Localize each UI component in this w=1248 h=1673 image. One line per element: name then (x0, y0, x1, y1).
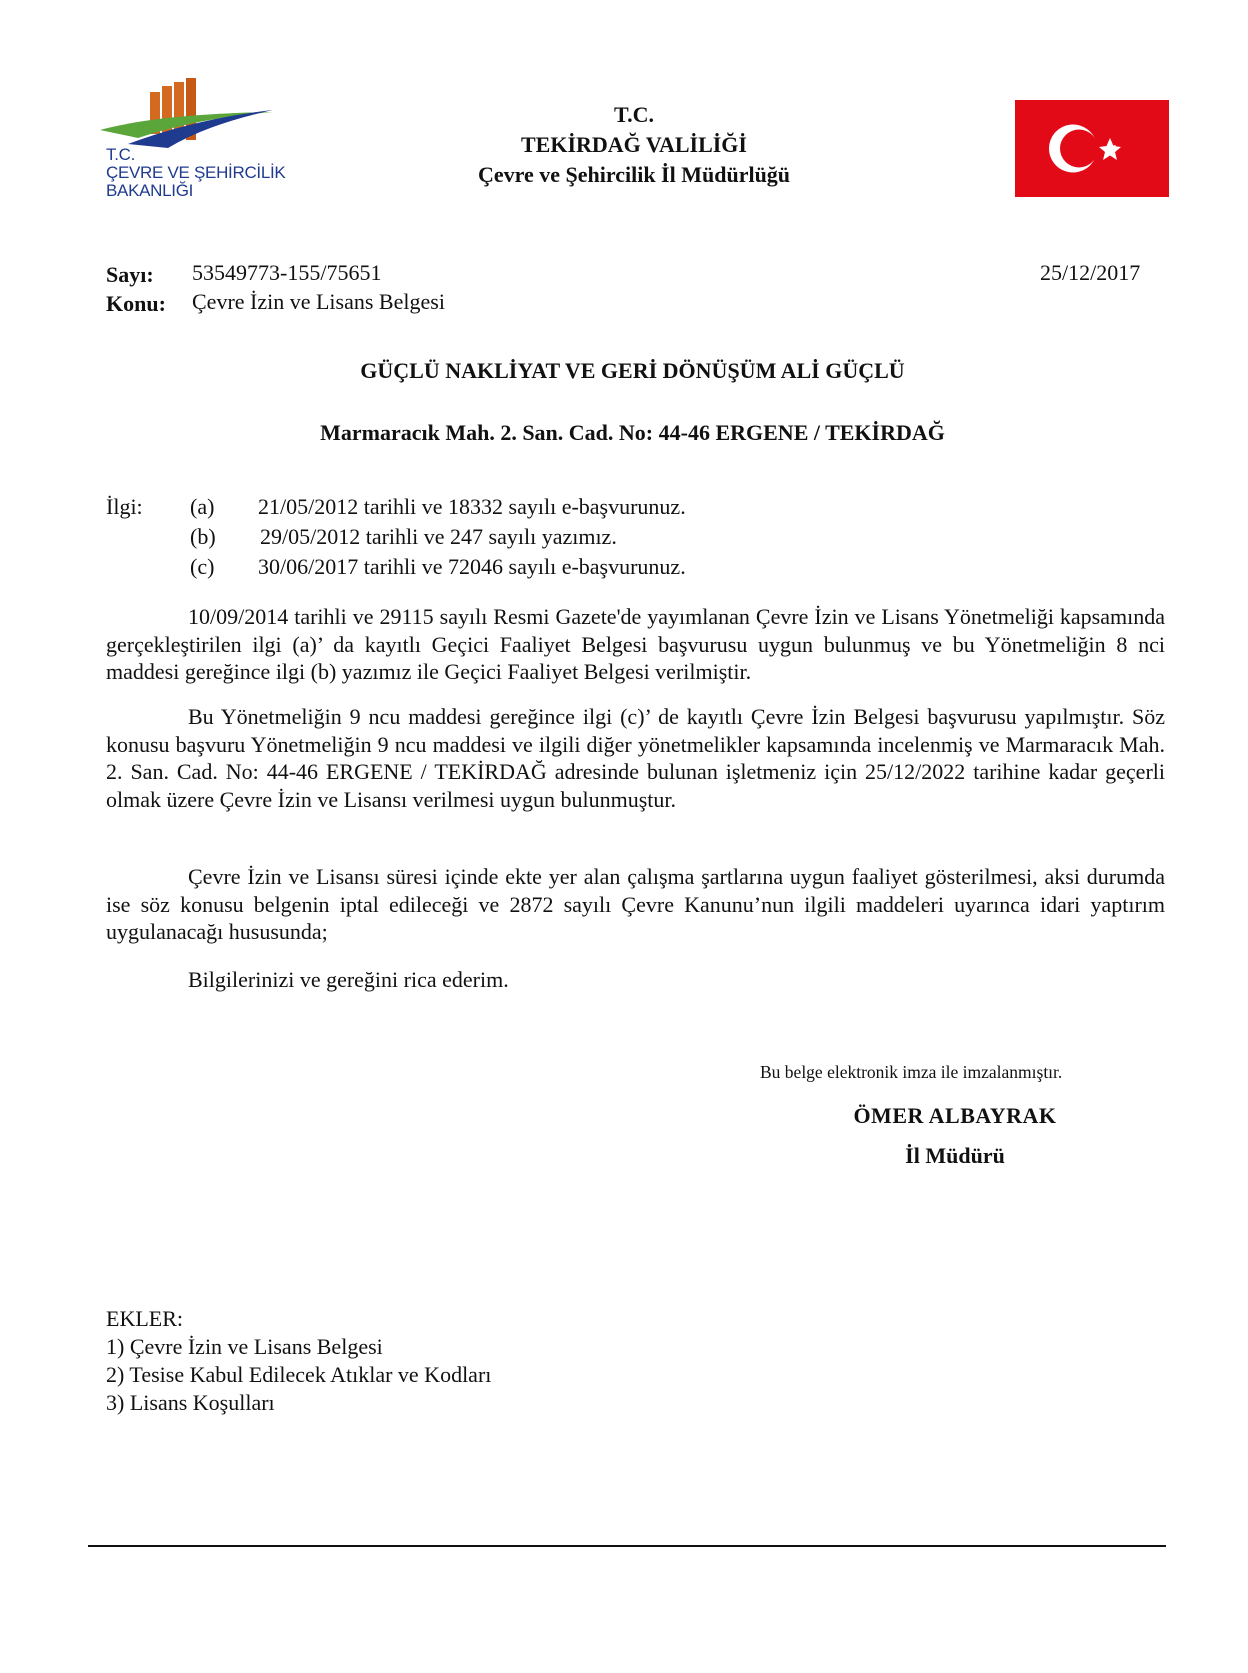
letterhead-line-3: Çevre ve Şehircilik İl Müdürlüğü (477, 162, 791, 187)
sayi-value: 53549773-155/75651 (192, 260, 382, 285)
letterhead (360, 100, 908, 190)
e-signature-note: Bu belge elektronik imza ile imzalanmıştır. (760, 1062, 1063, 1082)
ministry-logo (98, 78, 288, 213)
body-paragraph: Çevre İzin ve Lisansı süresi içinde ekte yer alan çalışma şartlarına uygun faaliyet gösterilmesi, aksi durumda ise söz konusu belgenin iptal edileceği ve 2872 sayılı Çevre Kanunu’nun ilgili maddeleri uyarınca idari yaptırım uygulanacağı hususunda; (106, 864, 1165, 944)
letterhead-line-2: TEKİRDAĞ VALİLİĞİ (521, 132, 747, 157)
turkish-flag-icon (1015, 100, 1169, 197)
ilgi-item-key: (c) (190, 554, 215, 579)
signatory-name: ÖMER ALBAYRAK (853, 1103, 1057, 1128)
body-paragraph: 10/09/2014 tarihli ve 29115 sayılı Resmi Gazete'de yayımlanan Çevre İzin ve Lisans Yönetmeliği kapsamında gerçekleştirilen ilgi (a)’ da kayıtlı Geçici Faaliyet Belgesi başvurusu uygun bulunmuş ve bu Yönetmeliğin 8 nci maddesi gereğince ilgi (b) yazımız ile Geçici Faaliyet Belgesi verilmiştir. (106, 604, 1165, 684)
ekler-item: 1) Çevre İzin ve Lisans Belgesi (106, 1334, 383, 1359)
closing-sentence: Bilgilerinizi ve gereğini rica ederim. (188, 967, 509, 992)
letterhead-line-1: T.C. (614, 102, 654, 127)
ilgi-item-text: 30/06/2017 tarihli ve 72046 sayılı e-başvurunuz. (258, 554, 686, 579)
recipient-address: Marmaracık Mah. 2. San. Cad. No: 44-46 ERGENE / TEKİRDAĞ (320, 420, 945, 445)
konu-label: Konu: (106, 291, 166, 316)
logo-line-2: ÇEVRE VE ŞEHİRCİLİK (106, 163, 286, 182)
konu-value: Çevre İzin ve Lisans Belgesi (192, 289, 445, 314)
ilgi-item-key: (a) (190, 494, 215, 519)
body-paragraph: Bu Yönetmeliğin 9 ncu maddesi gereğince ilgi (c)’ de kayıtlı Çevre İzin Belgesi başvurusu yapılmıştır. Söz konusu başvuru Yönetmeliğin 9 ncu maddesi ve ilgili diğer yönetmelikler kapsamında incelenmiş ve Marmaracık Mah. 2. San. Cad. No: 44-46 ERGENE / TEKİRDAĞ adresinde bulunan işletmeniz için 25/12/2022 tarihine kadar geçerli olmak üzere Çevre İzin ve Lisansı verilmesi uygun bulunmuştur. (106, 704, 1165, 812)
ekler-item: 3) Lisans Koşulları (106, 1390, 275, 1415)
ilgi-item-text: 29/05/2012 tarihli ve 247 sayılı yazımız. (260, 524, 617, 549)
ekler-item: 2) Tesise Kabul Edilecek Atıklar ve Kodları (106, 1362, 492, 1387)
sayi-label: Sayı: (106, 262, 154, 287)
document-date: 25/12/2017 (1040, 260, 1141, 285)
ekler-label: EKLER: (106, 1306, 183, 1331)
recipient-name: GÜÇLÜ NAKLİYAT VE GERİ DÖNÜŞÜM ALİ GÜÇLÜ (360, 358, 905, 383)
ilgi-item-text: 21/05/2012 tarihli ve 18332 sayılı e-başvurunuz. (258, 494, 686, 519)
logo-line-1: T.C. (106, 145, 136, 164)
ilgi-item-key: (b) (190, 524, 216, 549)
ilgi-label: İlgi: (106, 494, 143, 519)
footer-divider (88, 1545, 1166, 1547)
signatory-title: İl Müdürü (905, 1143, 1005, 1168)
logo-line-3: BAKANLIĞI (106, 181, 194, 200)
